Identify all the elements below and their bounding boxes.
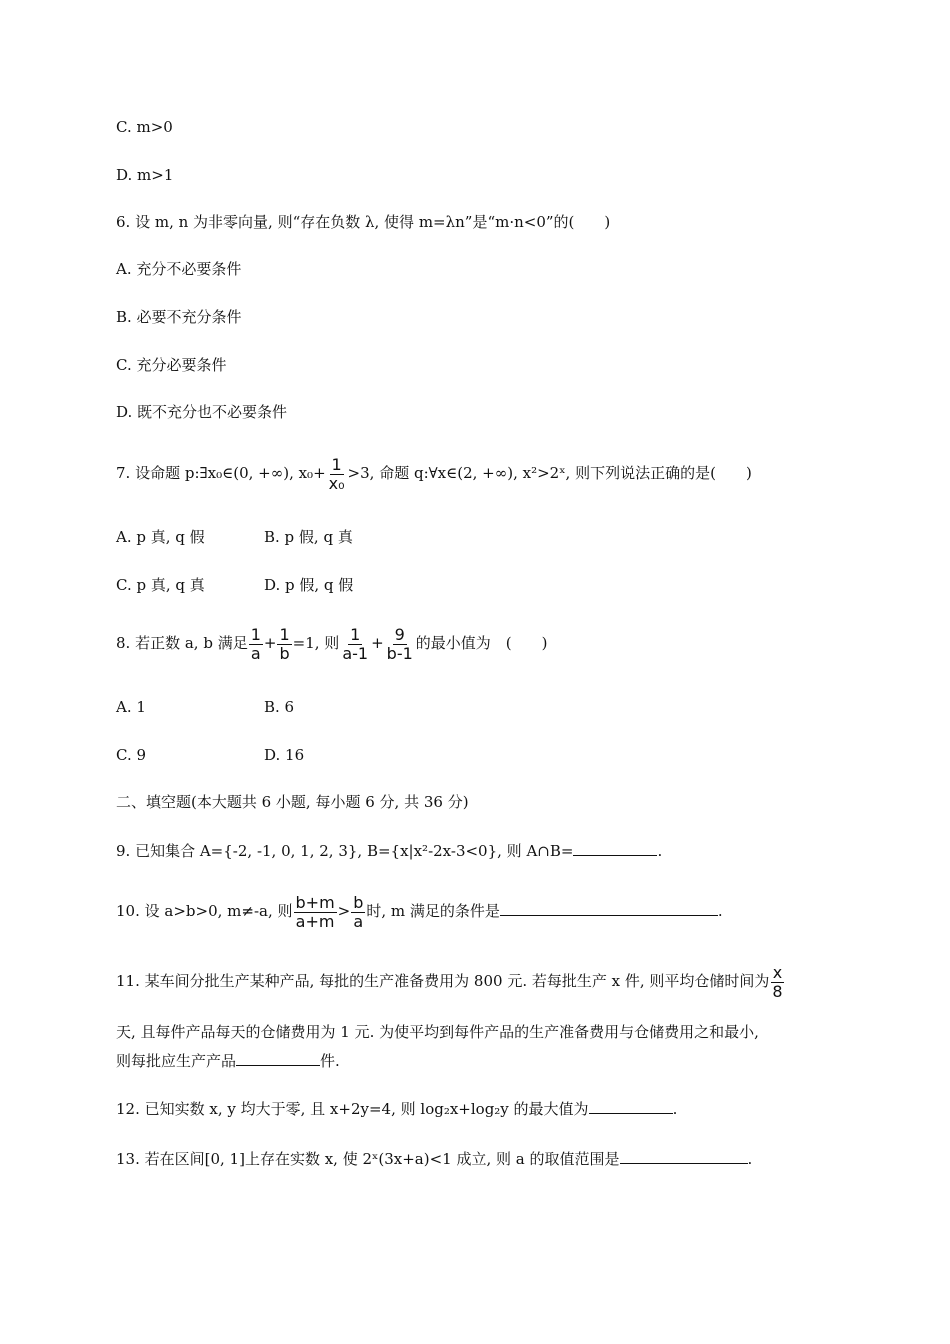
question-7-option-c[interactable]: C. p 真, q 真 [116,576,205,594]
answer-blank[interactable] [589,1099,673,1114]
option-d-top: D. m>1 [116,166,174,184]
section-2-heading: 二、填空题(本大题共 6 小题, 每小题 6 分, 共 36 分) [116,793,469,811]
fraction-denominator: b-1 [386,643,413,663]
fraction-numerator: 1 [350,624,361,644]
fraction-b-plus-m-over-a-plus-m [294,894,337,931]
fraction-numerator: 9 [394,624,405,644]
question-6-option-d[interactable]: D. 既不充分也不必要条件 [116,403,288,421]
fraction-denominator: x₀ [328,473,345,493]
question-9 [116,841,662,861]
fraction-1-over-a [249,626,263,663]
question-7-option-a[interactable]: A. p 真, q 假 [116,528,205,546]
question-9-text: 9. 已知集合 A={-2, -1, 0, 1, 2, 3}, B={x|x²-2x-3<0}, 则 A∩B= [116,842,574,860]
question-6-option-b[interactable]: B. 必要不充分条件 [116,308,242,326]
question-12-text: 12. 已知实数 x, y 均大于零, 且 x+2y=4, 则 log₂x+log₂y 的最大值为 [116,1100,589,1118]
question-8-option-c[interactable]: C. 9 [116,746,147,764]
answer-blank[interactable] [500,901,718,916]
question-11-line-1 [116,960,786,1002]
answer-blank[interactable] [620,1149,748,1164]
question-6-stem: 6. 设 m, n 为非零向量, 则“存在负数 λ, 使得 m=λn”是“m·n<0”的( ) [116,213,611,231]
period: . [657,842,663,860]
period: . [747,1150,753,1168]
question-8-stem [116,622,547,664]
question-8-pre: 8. 若正数 a, b 满足 [116,634,248,652]
fraction-numerator: 1 [250,624,261,644]
period: . [717,902,723,920]
fraction-numerator: 1 [331,454,342,474]
fraction-numerator: 1 [279,624,290,644]
period: . [672,1100,678,1118]
question-11-line-3-text: 则每批应生产产品 [116,1052,237,1070]
fraction-denominator: a [353,911,364,931]
question-7-option-b[interactable]: B. p 假, q 真 [264,528,353,546]
fraction-denominator: a-1 [342,643,369,663]
question-12 [116,1099,677,1119]
question-13 [116,1149,752,1169]
question-13-text: 13. 若在区间[0, 1]上存在实数 x, 使 2ˣ(3x+a)<1 成立, 则 a 的取值范围是 [116,1150,620,1168]
answer-blank[interactable] [236,1051,320,1066]
fraction-denominator: a [250,643,261,663]
fraction-numerator: x [772,962,783,982]
fraction-x-over-8 [770,964,784,1001]
question-8-post: 的最小值为 ( ) [415,634,548,652]
greater-than-sign: > [337,902,351,920]
answer-blank[interactable] [573,841,657,856]
plus-sign: + [371,634,384,652]
question-7-fraction [327,456,347,493]
question-7-option-d[interactable]: D. p 假, q 假 [264,576,354,594]
fraction-denominator: 8 [772,981,783,1001]
fraction-1-over-a-1 [340,626,370,663]
question-8-mid: =1, 则 [292,634,340,652]
question-11-line-3 [116,1051,340,1071]
fraction-denominator: b [279,643,290,663]
fraction-9-over-b-1 [385,626,415,663]
plus-sign: + [263,634,277,652]
question-7-post: >3, 命题 q:∀x∈(2, +∞), x²>2ˣ, 则下列说法正确的是( ) [347,464,752,482]
question-11-line-2: 天, 且每件产品每天的仓储费用为 1 元. 为使平均到每件产品的生产准备费用与仓储费用之和最小, [116,1023,759,1041]
question-10 [116,890,723,932]
question-8-option-b[interactable]: B. 6 [264,698,295,716]
question-11-line-3-end: 件. [320,1052,340,1070]
question-10-pre: 10. 设 a>b>0, m≠-a, 则 [116,902,293,920]
fraction-b-over-a [351,894,365,931]
question-8-option-d[interactable]: D. 16 [264,746,305,764]
question-11-text: 11. 某车间分批生产某种产品, 每批的生产准备费用为 800 元. 若每批生产 x 件, 则平均仓储时间为 [116,972,770,990]
question-6-option-c[interactable]: C. 充分必要条件 [116,356,227,374]
question-6-option-a[interactable]: A. 充分不必要条件 [116,260,242,278]
fraction-numerator: b+m [295,892,335,912]
fraction-denominator: a+m [295,911,335,931]
question-8-option-a[interactable]: A. 1 [116,698,146,716]
question-10-post: 时, m 满足的条件是 [366,902,500,920]
fraction-1-over-b [277,626,291,663]
fraction-numerator: b [353,892,364,912]
question-7-stem [116,452,752,494]
question-7-pre: 7. 设命题 p:∃x₀∈(0, +∞), x₀+ [116,464,326,482]
option-c-top: C. m>0 [116,118,173,136]
